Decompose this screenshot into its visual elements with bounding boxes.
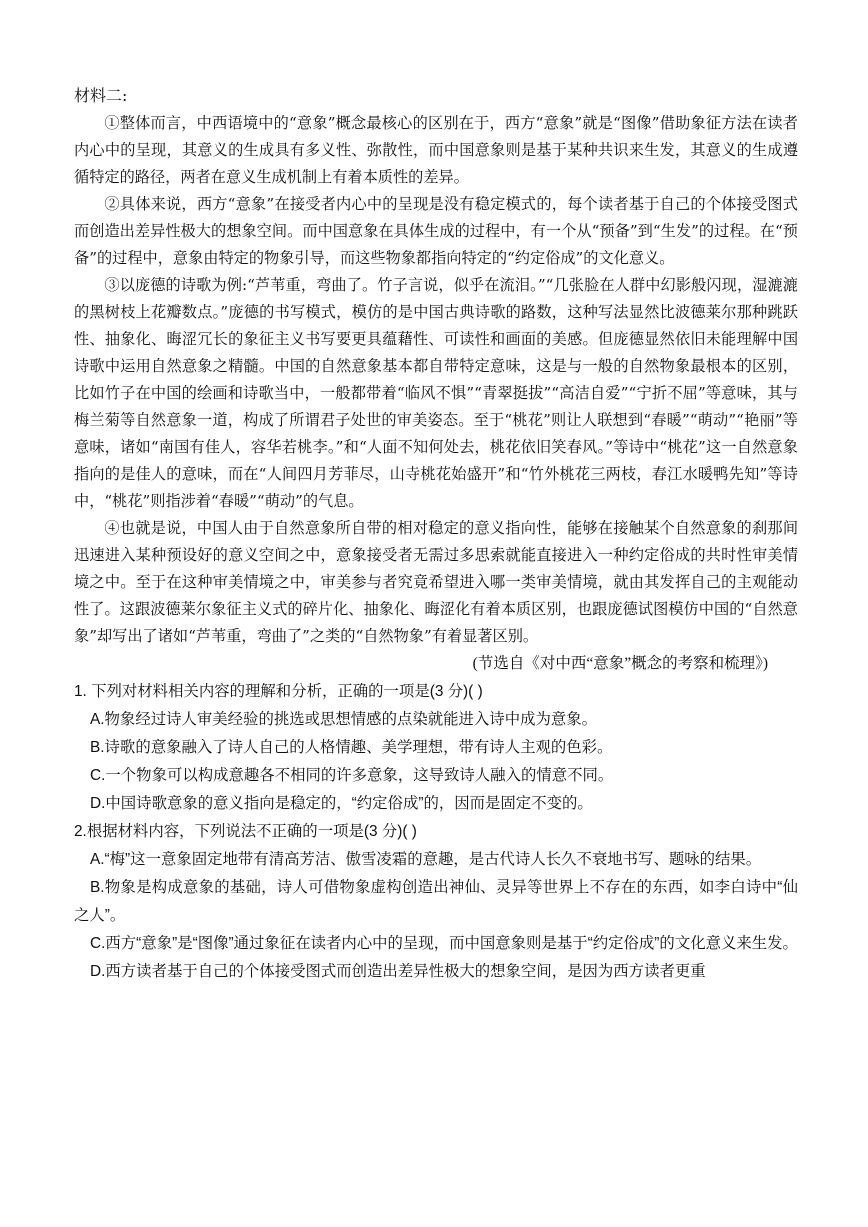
document-page xyxy=(74,82,798,986)
question-2-option-c: C.西方“意象”是“图像”通过象征在读者内心中的呈现，而中国意象则是基于“约定俗成”的文化意义来生发。 xyxy=(90,935,798,952)
source-citation: (节选自《对中西“意象”概念的考察和梳理》) xyxy=(472,655,768,672)
question-2 xyxy=(74,818,798,986)
paragraph-1: ①整体而言，中西语境中的“意象”概念最核心的区别在于，西方“意象”就是“图像”借助象征方法在读者内心中的呈现，其意义的生成具有多义性、弥散性，而中国意象则是基于某种共识来生发，其意义的生成遵循特定的路径，两者在意义生成机制上有着本质性的差异。 xyxy=(74,114,798,186)
question-2-option-d: D.西方读者基于自己的个体接受图式而创造出差异性极大的想象空间，是因为西方读者更重 xyxy=(90,963,706,980)
question-2-option-b: B.物象是构成意象的基础，诗人可借物象虚构创造出神仙、灵异等世界上不存在的东西，如李白诗中“仙之人”。 xyxy=(74,879,798,924)
question-1-option-c: C.一个物象可以构成意趣各不相同的许多意象，这导致诗人融入的情意不同。 xyxy=(90,767,614,784)
question-2-stem: 2.根据材料内容，下列说法不正确的一项是(3 分)( ) xyxy=(74,823,417,840)
paragraph-2: ②具体来说，西方“意象”在接受者内心中的呈现是没有稳定模式的，每个读者基于自己的个体接受图式而创造出差异性极大的想象空间。而中国意象在具体生成的过程中，有一个从“预备”到“生发”的过程。在“预备”的过程中，意象由特定的物象引导，而这些物象都指向特定的“约定俗成”的文化意义。 xyxy=(74,195,798,267)
question-1-option-a: A.物象经过诗人审美经验的挑选或思想情感的点染就能进入诗中成为意象。 xyxy=(90,711,598,728)
material-label: 材料二: xyxy=(74,86,128,105)
question-1-option-d: D.中国诗歌意象的意义指向是稳定的，“约定俗成”的，因而是固定不变的。 xyxy=(90,795,593,812)
question-1-stem: 1. 下列对材料相关内容的理解和分析，正确的一项是(3 分)( ) xyxy=(74,683,483,700)
question-1-option-b: B.诗歌的意象融入了诗人自己的人格情趣、美学理想，带有诗人主观的色彩。 xyxy=(90,739,613,756)
paragraph-4: ④也就是说，中国人由于自然意象所自带的相对稳定的意义指向性，能够在接触某个自然意象的刹那间迅速进入某种预设好的意义空间之中，意象接受者无需过多思索就能直接进入一种约定俗成的共时性审美情境之中。至于在这种审美情境之中，审美参与者究竟希望进入哪一类审美情境，就由其发挥自己的主观能动性了。这跟波德莱尔象征主义式的碎片化、抽象化、晦涩化有着本质区别，也跟庞德试图模仿中国的“自然意象”却写出了诸如“芦苇重，弯曲了”之类的“自然物象”有着显著区别。 xyxy=(74,519,798,645)
question-2-option-a: A.“梅”这一意象固定地带有清高芳洁、傲雪凌霜的意趣，是古代诗人长久不衰地书写、题咏的结果。 xyxy=(90,851,762,868)
question-1 xyxy=(74,678,798,818)
paragraph-3: ③以庞德的诗歌为例:“芦苇重，弯曲了。竹子言说，似乎在流泪。”“几张脸在人群中幻影般闪现，湿漉漉的黑树枝上花瓣数点。”庞德的书写模式，模仿的是中国古典诗歌的路数，这种写法显然比波德莱尔那种跳跃性、抽象化、晦涩冗长的象征主义书写要更具蕴藉性、可读性和画面的美感。但庞德显然依旧未能理解中国诗歌中运用自然意象之精髓。中国的自然意象基本都自带特定意味，这是与一般的自然物象最根本的区别，比如竹子在中国的绘画和诗歌当中，一般都带着“临风不惧”“青翠挺拔”“高洁自爱”“宁折不屈”等意味，其与梅兰菊等自然意象一道，构成了所谓君子处世的审美姿态。至于“桃花”则让人联想到“春暖”“萌动”“艳丽”等意味，诸如“南国有佳人，容华若桃李。”和“人面不知何处去，桃花依旧笑春风。”等诗中“桃花”这一自然意象指向的是佳人的意味，而在“人间四月芳菲尽，山寺桃花始盛开”和“竹外桃花三两枝，春江水暖鸭先知”等诗中，“桃花”则指涉着“春暖”“萌动”的气息。 xyxy=(74,276,798,510)
